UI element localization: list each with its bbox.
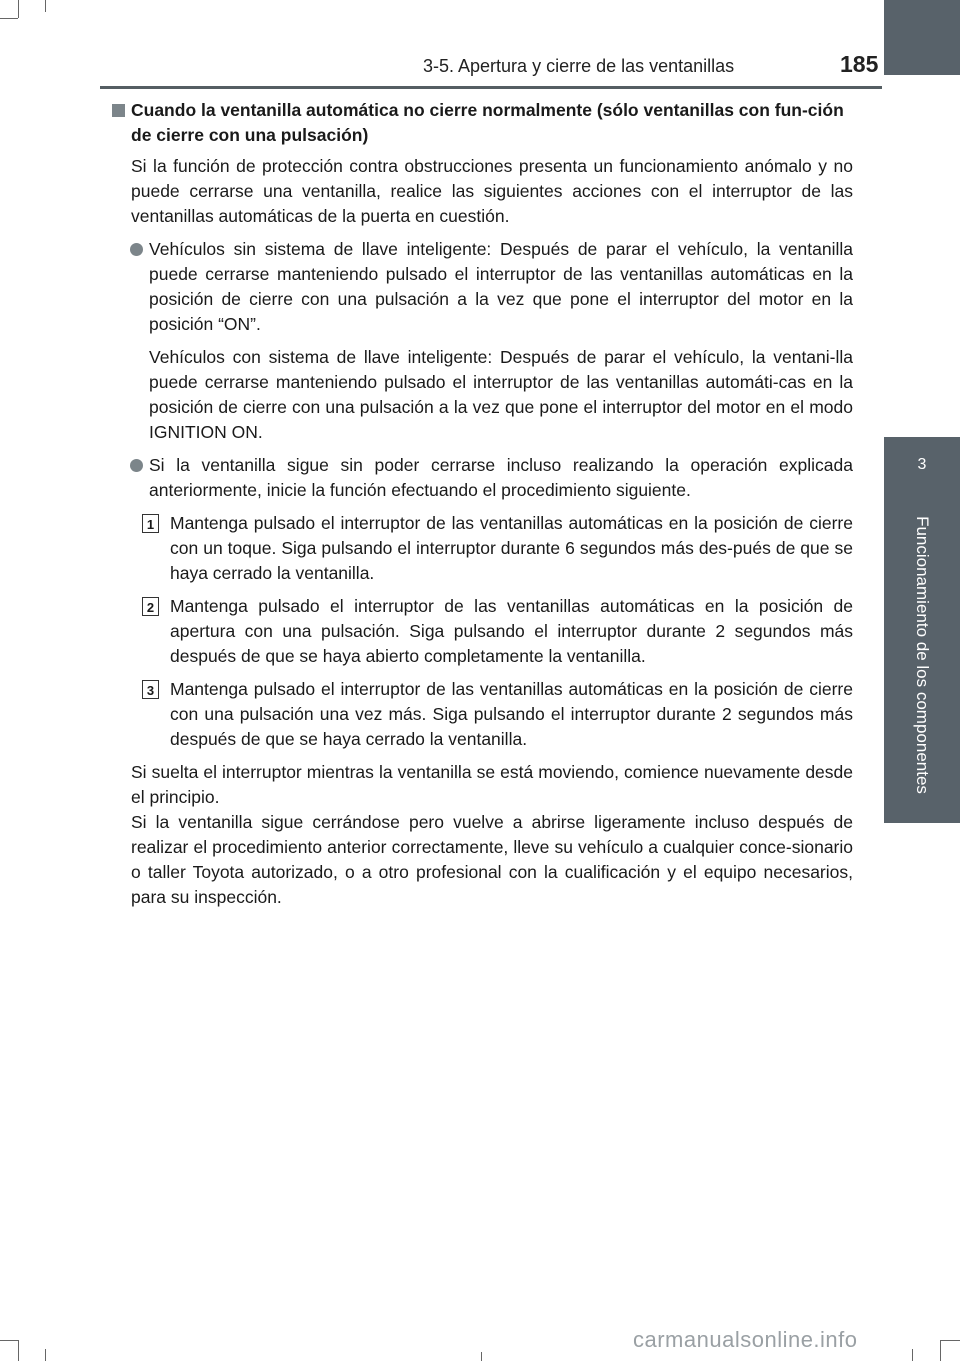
step-number: 1	[142, 514, 159, 533]
bullet-subparagraph: Vehículos con sistema de llave inteligente: Después de parar el vehículo, la ventani-lla puede cerrarse manteniendo pulsado el interruptor de las ventanillas automáti-cas en la posición de cierre con una pulsación a la vez que pone el interruptor del motor en el modo IGNITION ON.	[149, 347, 853, 442]
section-title: 3-5. Apertura y cierre de las ventanillas	[423, 56, 735, 76]
step-number: 2	[142, 597, 159, 616]
square-bullet-icon	[112, 104, 125, 117]
crop-mark	[45, 0, 46, 12]
bullet-text: Si la ventanilla sigue sin poder cerrarse incluso realizando la operación explicada anteriormente, inicie la función efectuando el procedimiento siguiente.	[149, 455, 853, 500]
crop-mark	[45, 1349, 46, 1361]
step-text: Mantenga pulsado el interruptor de las ventanillas automáticas en la posición de cierre con una pulsación una vez más. Siga pulsando el interruptor durante 2 segundos más después de que se haya cerrado la ventanilla.	[170, 679, 853, 749]
section-heading-text: Cuando la ventanilla automática no cierre normalmente (sólo ventanillas con fun-ción de cierre con una pulsación)	[131, 100, 844, 145]
step-text: Mantenga pulsado el interruptor de las ventanillas automáticas en la posición de cierre con un toque. Siga pulsando el interruptor durante 6 segundos más des-pués de que se haya cerrado la ventanilla.	[170, 513, 853, 583]
circle-bullet-icon	[130, 243, 143, 256]
step-number: 3	[142, 680, 159, 699]
page-content	[108, 98, 853, 910]
step-text: Mantenga pulsado el interruptor de las ventanillas automáticas en la posición de apertura con una pulsación. Siga pulsando el interruptor durante 2 segundos más después de que se haya abierto completamente la ventanilla.	[170, 596, 853, 666]
step-item	[146, 677, 853, 752]
watermark: carmanualsonline.info	[633, 1327, 858, 1352]
bullet-item	[149, 453, 853, 503]
chapter-title: Funcionamiento de los componentes	[913, 516, 932, 794]
section-heading	[108, 98, 853, 148]
closing-text-restart: Si suelta el interruptor mientras la ventanilla se está moviendo, comience nuevamente desde el principio.	[131, 762, 853, 807]
bullet-text: Vehículos sin sistema de llave inteligente: Después de parar el vehículo, la ventanilla puede cerrarse manteniendo pulsado el interruptor de las ventanillas automáticas en la posición de cierre con una pulsación a la vez que pone el interruptor del motor en la posición “ON”.	[149, 239, 853, 334]
header-divider	[100, 86, 882, 89]
crop-mark	[18, 0, 19, 18]
side-tab-top	[884, 0, 960, 75]
crop-mark	[912, 1349, 913, 1361]
crop-mark	[940, 1340, 960, 1341]
crop-mark	[940, 1340, 941, 1361]
crop-mark	[0, 1340, 18, 1341]
crop-mark	[0, 18, 18, 19]
step-item	[146, 511, 853, 586]
crop-mark	[481, 1352, 482, 1361]
intro-paragraph: Si la función de protección contra obstrucciones presenta un funcionamiento anómalo y no puede cerrarse una ventanilla, realice las siguientes acciones con el interruptor de las ventanillas automáticas de la puerta en cuestión.	[131, 156, 853, 226]
crop-mark	[18, 1340, 19, 1361]
page-number: 185	[840, 51, 879, 77]
bullet-item	[149, 237, 853, 337]
chapter-number: 3	[917, 456, 927, 473]
step-item	[146, 594, 853, 669]
closing-paragraph	[131, 760, 853, 910]
circle-bullet-icon	[130, 459, 143, 472]
closing-text-service: Si la ventanilla sigue cerrándose pero vuelve a abrirse ligeramente incluso después de realizar el procedimiento anterior correctamente, lleve su vehículo a cualquier conce-sionario o taller Toyota autorizado, o a otro profesional con la cualificación y el equipo necesarios, para su inspección.	[131, 812, 853, 907]
